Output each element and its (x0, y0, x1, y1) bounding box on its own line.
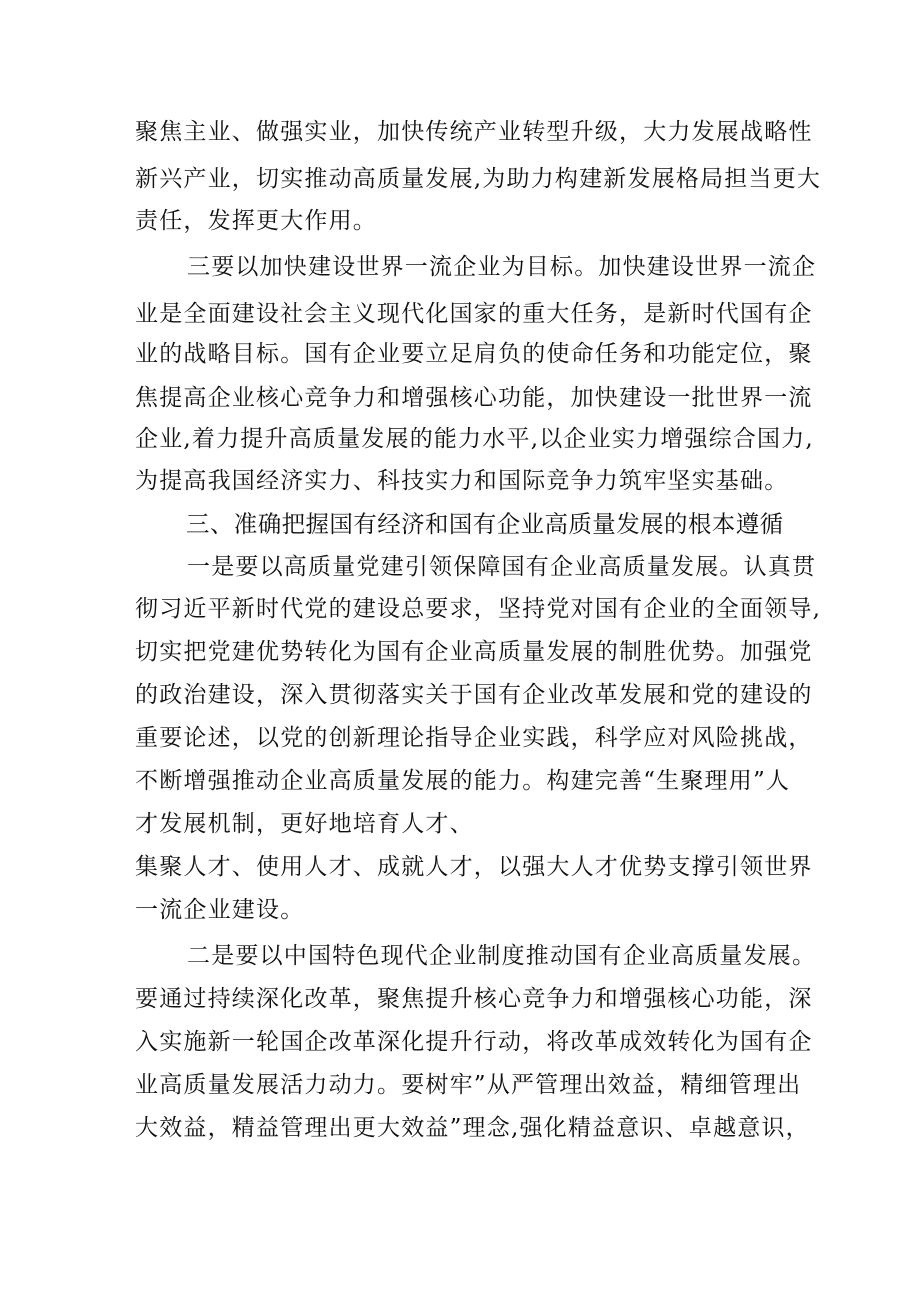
paragraph-start-line: 一是要以高质量党建引领保障国有企业高质量发展。认真贯 (187, 554, 817, 580)
paragraph-start-line: 三要以加快建设世界一流企业为目标。加快建设世界一流企 (187, 254, 817, 280)
text-line: 聚焦主业、做强实业，加快传统产业转型升级，大力发展战略性 (135, 119, 813, 145)
text-line: 为提高我国经济实力、科技实力和国际竞争力筑牢坚实基础。 (135, 468, 789, 494)
text-line: 要通过持续深化改革，聚焦提升核心竞争力和增强核心功能，深 (135, 986, 813, 1012)
text-line: 切实把党建优势转化为国有企业高质量发展的制胜优势。加强党 (135, 639, 813, 665)
text-line: 集聚人才、使用人才、成就人才，以强大人才优势支撑引领世界 (135, 854, 813, 880)
text-line: 责任，发挥更大作用。 (135, 208, 377, 234)
text-line: 不断增强推动企业高质量发展的能力。构建完善“生聚理用”人 (135, 768, 791, 794)
section-heading: 三、准确把握国有经济和国有企业高质量发展的根本遵循 (186, 510, 784, 538)
text-line: 一流企业建设。 (135, 897, 305, 923)
paragraph-start-line: 二是要以中国特色现代企业制度推动国有企业高质量发展。 (187, 943, 817, 969)
text-line: 的政治建设，深入贯彻落实关于国有企业改革发展和党的建设的 (135, 682, 813, 708)
text-line: 企业,着力提升高质量发展的能力水平,以企业实力增强综合国力, (135, 426, 814, 452)
text-line: 重要论述，以党的创新理论指导企业实践，科学应对风险挑战， (135, 725, 813, 751)
text-line: 大效益，精益管理出更大效益”理念,强化精益意识、卓越意识， (135, 1115, 810, 1141)
text-line: 彻习近平新时代党的建设总要求，坚持党对国有企业的全面领导, (135, 596, 822, 622)
text-line: 入实施新一轮国企改革深化提升行动，将改革成效转化为国有企 (135, 1029, 813, 1055)
text-line: 焦提高企业核心竞争力和增强核心功能，加快建设一批世界一流 (135, 385, 813, 411)
text-line: 才发展机制，更好地培育人才、 (135, 811, 474, 837)
text-line: 新兴产业，切实推动高质量发展,为助力构建新发展格局担当更大 (135, 166, 822, 192)
text-line: 业高质量发展活力动力。要树牢”从严管理出效益，精细管理出 (135, 1072, 802, 1098)
text-line: 业的战略目标。国有企业要立足肩负的使命任务和功能定位，聚 (135, 341, 813, 367)
text-line: 业是全面建设社会主义现代化国家的重大任务，是新时代国有企 (135, 301, 813, 327)
